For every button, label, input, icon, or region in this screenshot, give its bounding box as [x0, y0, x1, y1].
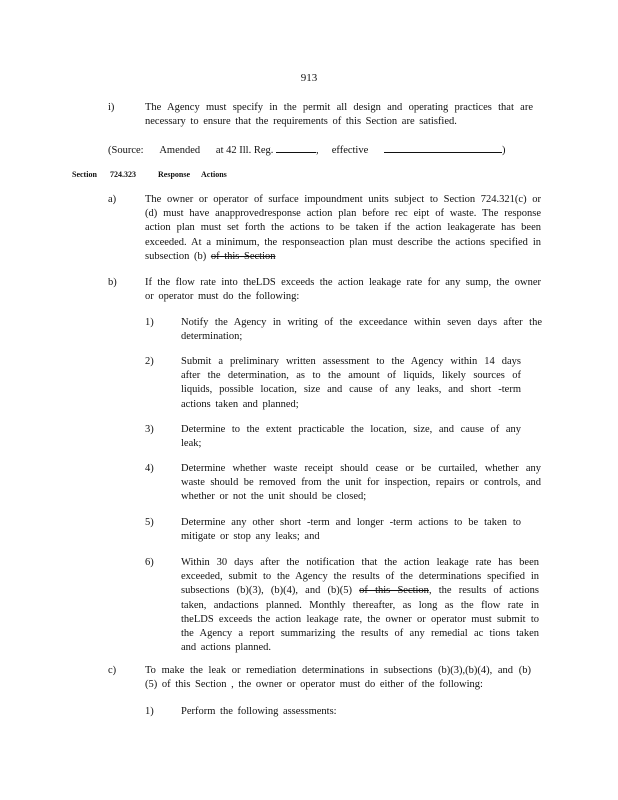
item-c-label: c): [108, 665, 117, 676]
section-title-actions: Actions: [201, 170, 227, 179]
item-b5-text: Determine any other short -term and longer -term actions to be taken to mitigate or stop any leaks; and: [181, 517, 521, 543]
item-b6-struck-text: of this Section: [359, 585, 429, 597]
effective-date-blank: [384, 142, 502, 153]
item-a-label: a): [108, 194, 117, 205]
item-a-text: [145, 193, 541, 264]
item-b1-text: Notify the Agency in writing of the exceedance within seven days after the determination;: [181, 317, 542, 343]
section-number: 724.323: [110, 170, 136, 179]
item-b2-label: 2): [145, 356, 154, 367]
item-b6-text: [181, 556, 539, 655]
item-b-text: If the flow rate into theLDS exceeds the action leakage rate for any sump, the owner or operator must do the following:: [145, 277, 541, 303]
source-effective: effective: [331, 145, 369, 156]
item-c1-label: 1): [145, 706, 154, 717]
item-b6-body-start: Within 30 days after the notification that the action leakage rate has been exceeded, submit to the Agency the results of the determinations specified in subsections (b)(3), (b)(4), and (b)(5): [181, 557, 539, 597]
item-a-body: The owner or operator of surface impoundment units subject to Section 724.321(c) or (d) must have anapprovedresponse action plan before rec eipt of waste. The response action plan must set forth the actions to be taken if the action leakagerate has been exceeded. At a minimum, the responseaction plan must describe the actions specified in subsection (b): [145, 194, 541, 262]
source-at: at 42 Ill. Reg.: [215, 145, 274, 156]
item-b3-text: Determine to the extent practicable the location, size, and cause of any leak;: [181, 424, 521, 450]
item-b4-label: 4): [145, 463, 154, 474]
section-title-response: Response: [158, 170, 191, 179]
item-b-label: b): [108, 277, 117, 288]
source-amended: Amended: [159, 145, 201, 156]
page-number: 913: [300, 72, 318, 84]
item-c-text: To make the leak or remediation determinations in subsections (b)(3),(b)(4), and (b)(5) of this Section , the owner or operator must do either of the following:: [145, 665, 531, 691]
item-b3-label: 3): [145, 424, 154, 435]
source-open: (Source:: [108, 145, 144, 156]
item-b4-text: Determine whether waste receipt should cease or be curtailed, whether any waste should be removed from the unit for inspection, repairs or controls, and whether or not the unit should be closed;: [181, 463, 541, 503]
item-i-label: i): [108, 102, 115, 113]
section-word: Section: [72, 170, 97, 179]
source-comma: ,: [315, 145, 319, 156]
item-i-text: The Agency must specify in the permit all design and operating practices that are necessary to ensure that the requirements of this Section are satisfied.: [145, 102, 533, 128]
register-blank: [276, 142, 316, 153]
item-b6-label: 6): [145, 557, 154, 568]
item-b6-body-end: , the results of actions taken, andactions planned. Monthly thereafter, as long as the flow rate in theLDS exceeds the action leakage rate, the owner or operator must submit to the Agency a report summarizing the results of any remedial ac tions taken and actions planned.: [181, 585, 539, 654]
source-note: [108, 142, 548, 158]
item-b1-label: 1): [145, 317, 154, 328]
source-close: ): [502, 145, 506, 156]
item-b5-label: 5): [145, 517, 154, 528]
item-c1-text: Perform the following assessments:: [181, 706, 337, 717]
item-a-struck-text: of this Section: [210, 250, 276, 262]
item-b2-text: Submit a preliminary written assessment to the Agency within 14 days after the determination, as to the amount of liquids, likely sources of liquids, possible location, size and cause of any leaks, and short -term actions taken and planned;: [181, 356, 521, 410]
